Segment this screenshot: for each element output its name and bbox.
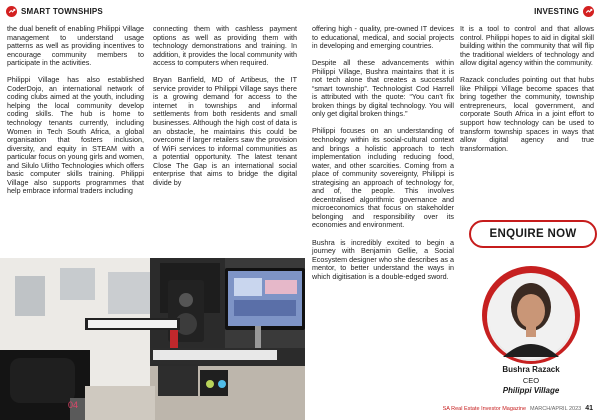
- page-number: 41: [585, 405, 593, 412]
- page-footer: [443, 405, 593, 412]
- trend-arrow-icon: [6, 6, 17, 17]
- category-label: INVESTING: [534, 6, 579, 16]
- avatar: [481, 265, 581, 365]
- trend-arrow-icon: [583, 6, 594, 17]
- paragraph: offering high - quality, pre-owned IT devices to educational, medical, and social projects in developing and emerging countries.: [312, 24, 454, 51]
- paragraph: connecting them with cashless payment options as well as providing them with technology demonstrations and training. In addition, it provides the local community with access to computers when required.: [153, 24, 297, 68]
- paragraph: Despite all these advancements within Philippi Village, Bushra maintains that it is not tech alone that creates a successful “smart township”. Technologist Cod Harrell is attributed with the quote: “You can't fix broken things by digital technology. You will only get digital broken things.”: [312, 58, 454, 119]
- header-right: [534, 6, 600, 17]
- paragraph: Bushra is incredibly excited to begin a journey with Benjamin Gellie, a Social Ecosystem designer who she describes as a mentor, to better understand the ways in which digitisation is a double-edged sword.: [312, 237, 454, 281]
- enquire-now-button[interactable]: ENQUIRE NOW: [469, 220, 597, 248]
- profile-role: CEO: [522, 376, 540, 385]
- paragraph: It is a tool to control and that allows control. Philippi hopes to aid in digital skill building within the community that will flip the traditional wielders of technology and allow digital agency within the community.: [460, 24, 594, 68]
- issue-date: MARCH/APRIL 2023: [530, 406, 582, 412]
- svg-text:04: 04: [68, 400, 79, 410]
- profile-org: Philippi Village: [502, 386, 560, 395]
- paragraph: Philippi focuses on an understanding of technology within its social-cultural context and brings a holistic approach to tech implementation including reducing food, water, and other scarcities. Coming from a place of community sovereignty, Philippi is strategising an approach of technology for, and of, the people. This involves decentralised algorithmic governance and microeconomics that focus on stakeholder belonging and responsibility over its economies and environment.: [312, 126, 454, 230]
- article-column-1: [7, 25, 144, 204]
- profile-name: Bushra Razack: [502, 365, 560, 374]
- paragraph: Bryan Banfield, MD of Artibeus, the IT service provider to Philippi Village says there is a growing demand for access to the internet in townships and informal settlements from both residents and small businesses. Although the high cost of data is an obstacle, he maintains this could be overcome if larger retailers saw the provision of WiFi services to informal communities as a potential opportunity. The latest tenant Close The Gap is an international social enterprise that aims to bridge the digital divide by: [153, 75, 297, 187]
- article-column-3: [312, 25, 454, 290]
- page-header: [0, 0, 600, 22]
- magazine-name: SA Real Estate Investor Magazine: [442, 406, 527, 412]
- article-column-2: [153, 25, 297, 196]
- article-column-4: [460, 25, 594, 162]
- paragraph: the dual benefit of enabling Philippi Village management to understand usage patterns as well as providing incentives to encourage community members to participate in the activities.: [7, 24, 144, 68]
- section-label: SMART TOWNSHIPS: [21, 6, 103, 16]
- paragraph: Philippi Village has also established CoderDojo, an international network of coding clubs aimed at the youth, including helping the local community develop coding skills. The hub is home to technology tenants currently, including Women in Tech South Africa, a global organisation that fosters inclusion, diversity, and equity in STEAM with a particular focus on young girls and women, and Silulo Ulitho Technologies which offers basic computer skills training. Philippi Village also supports programmes that help embrace informal traders including: [7, 75, 144, 196]
- paragraph: Razack concludes pointing out that hubs like Philippi Village become spaces that bring together the community, township entrepreneurs, local government, and corporate South Africa in a joint effort to support how technology can be used to transform township spaces in ways that allow digital agency and true transformation.: [460, 75, 594, 153]
- header-left: [0, 6, 103, 17]
- studio-photo: [0, 258, 305, 420]
